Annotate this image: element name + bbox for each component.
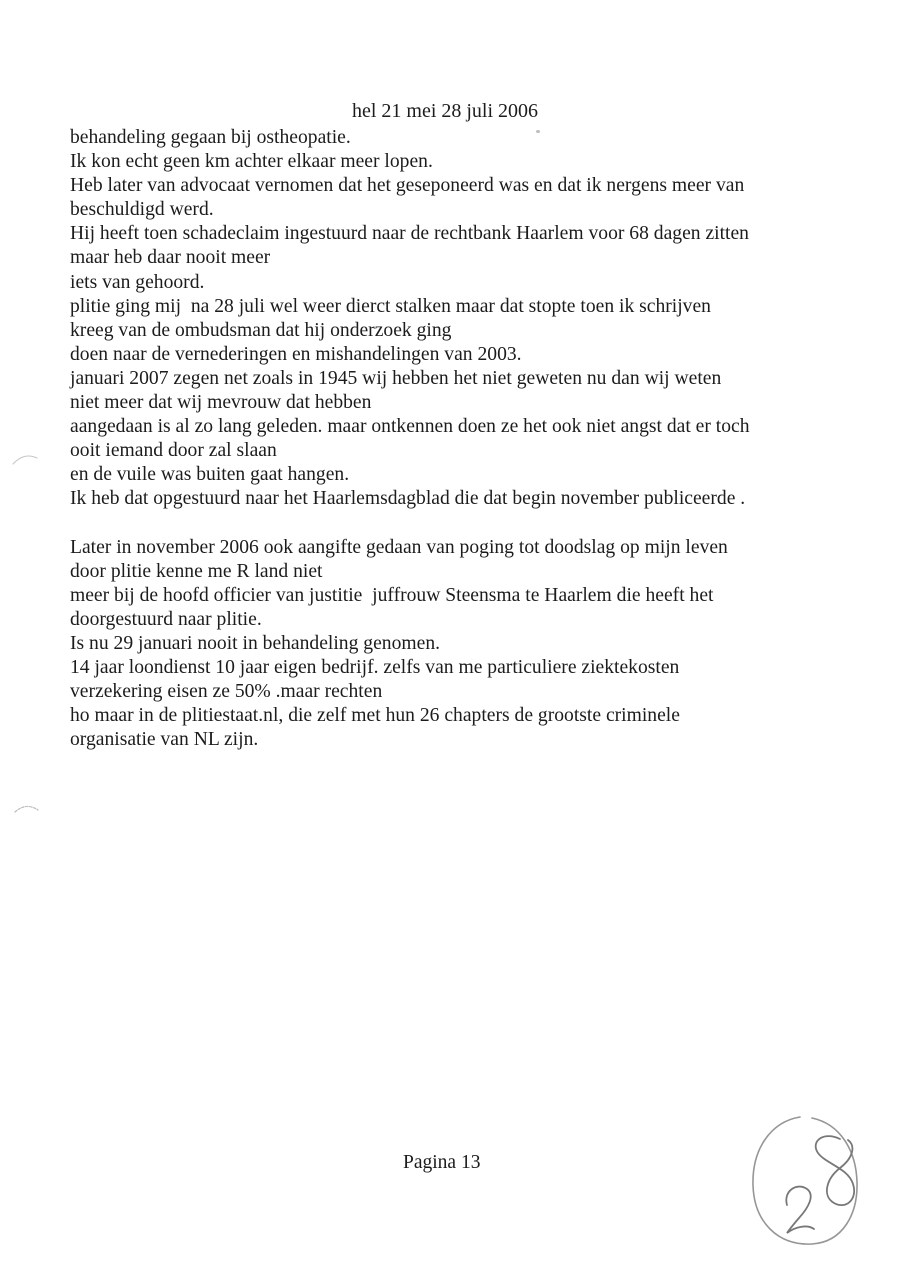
document-body	[70, 126, 850, 752]
text-line: beschuldigd werd.	[70, 199, 214, 221]
text-line: behandeling gegaan bij ostheopatie.	[70, 127, 351, 148]
text-line: niet meer dat wij mevrouw dat hebben	[70, 392, 372, 414]
handwritten-annotation-text	[0, 0, 1, 1]
text-line: Hij heeft toen schadeclaim ingestuurd naar de rechtbank Haarlem voor 68 dagen zitten	[70, 223, 749, 245]
document-title: hel 21 mei 28 juli 2006	[351, 100, 539, 122]
text-line: kreeg van de ombudsman dat hij onderzoek ging	[70, 319, 452, 341]
handwritten-circled-28	[753, 1117, 857, 1244]
text-line: Ik heb dat opgestuurd naar het Haarlemsdagblad die dat begin november publiceerde .	[70, 488, 746, 510]
scan-artifact-arc	[15, 806, 38, 812]
text-line: organisatie van NL zijn.	[70, 729, 259, 751]
text-line	[70, 512, 850, 536]
text-line: doorgestuurd naar plitie.	[70, 608, 262, 630]
text-line: Is nu 29 januari nooit in behandeling genomen.	[70, 632, 441, 654]
handwritten-digit-8	[816, 1136, 854, 1205]
text-line: iets van gehoord.	[70, 271, 205, 293]
text-line: Heb later van advocaat vernomen dat het geseponeerd was en dat ik nergens meer van	[70, 175, 745, 197]
page-number-footer: Pagina 13	[403, 1152, 481, 1173]
text-line: Later in november 2006 ook aangifte gedaan van poging tot doodslag op mijn leven	[70, 536, 728, 558]
text-line: door plitie kenne me R land niet	[70, 560, 323, 582]
text-line: verzekering eisen ze 50% .maar rechten	[70, 681, 383, 703]
text-line: 14 jaar loondienst 10 jaar eigen bedrijf. zelfs van me particuliere ziektekosten	[70, 657, 680, 679]
text-line: ho maar in de plitiestaat.nl, die zelf met hun 26 chapters de grootste criminele	[70, 705, 680, 727]
text-line: aangedaan is al zo lang geleden. maar ontkennen doen ze het ook niet angst dat er toch	[70, 416, 750, 438]
handwritten-circle	[753, 1117, 857, 1244]
handwritten-digit-2	[786, 1187, 814, 1233]
scan-artifact-arc	[13, 456, 37, 464]
text-line: maar heb daar nooit meer	[70, 247, 271, 269]
text-line: januari 2007 zegen net zoals in 1945 wij hebben het niet geweten nu dan wij weten	[70, 367, 722, 389]
text-line: ooit iemand door zal slaan	[70, 440, 277, 462]
text-line: meer bij de hoofd officier van justitie juffrouw Steensma te Haarlem die heeft het	[70, 584, 714, 606]
text-line: plitie ging mij na 28 juli wel weer dierct stalken maar dat stopte toen ik schrijven	[70, 295, 711, 317]
text-line: Ik kon echt geen km achter elkaar meer lopen.	[70, 151, 433, 173]
text-line: en de vuile was buiten gaat hangen.	[70, 464, 350, 486]
text-line: doen naar de vernederingen en mishandelingen van 2003.	[70, 343, 522, 365]
